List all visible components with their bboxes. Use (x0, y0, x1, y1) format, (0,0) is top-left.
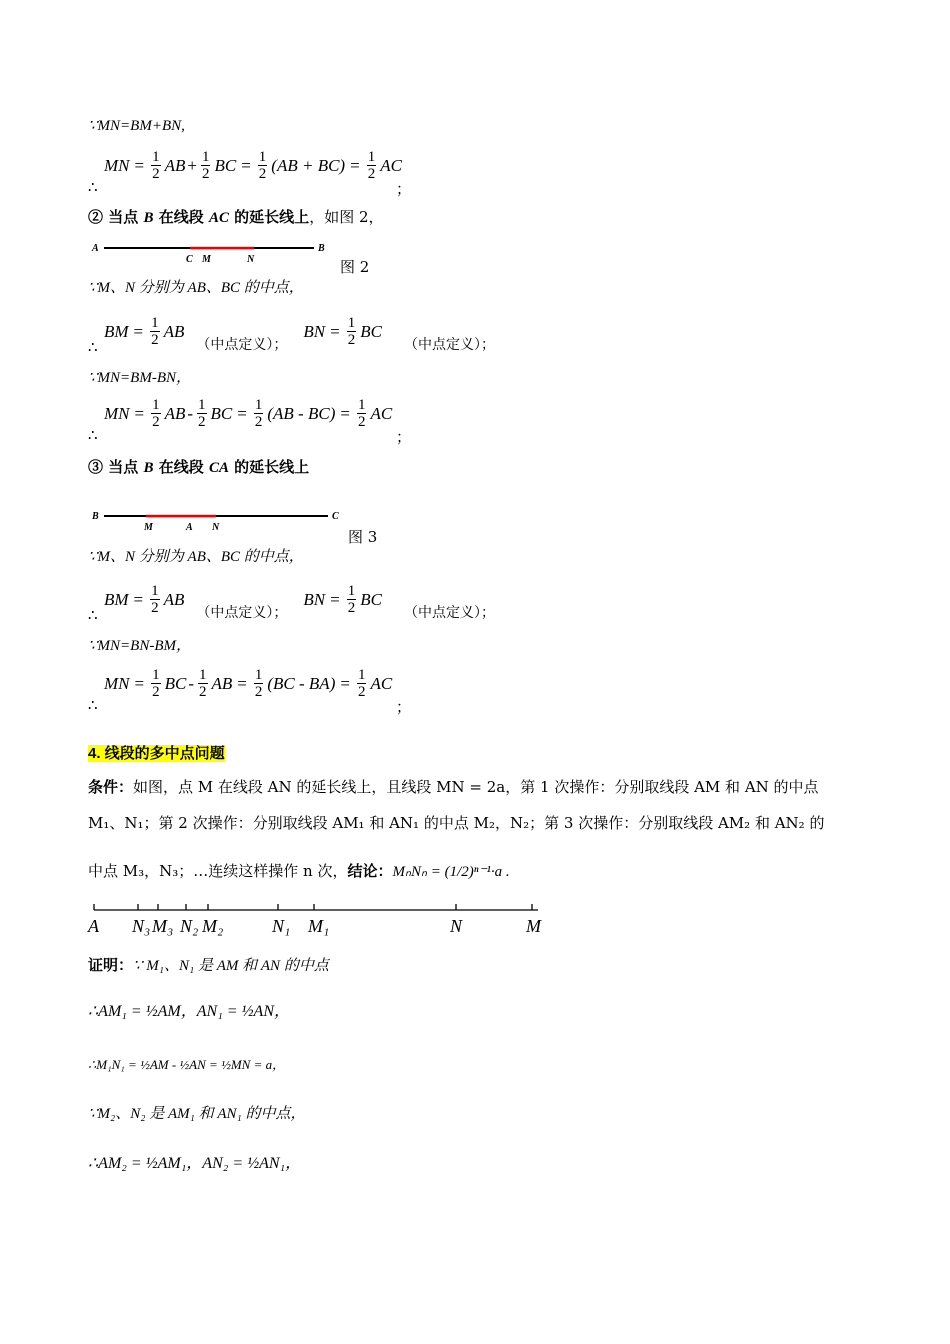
semicolon: ； (396, 698, 412, 716)
equation-bm-bn: BM = $\frac{1}{2}$ AB （中点定义）； BN = $\frac{1}{2}$ BC （中点定义）； (104, 315, 495, 353)
point-label-7: N (450, 916, 463, 936)
point-b-label: B (92, 511, 99, 522)
proof-line-2: ∴AM₁ = ½AM，AN₁ = ½AN， (88, 1003, 290, 1020)
point-label-4: M₂ (202, 916, 224, 936)
proof-line-1: 证明：∵ M₁、N₁ 是 AM 和 AN 的中点 (88, 956, 329, 974)
therefore-symbol: ∴ (88, 606, 98, 624)
point-label-3: N₂ (180, 916, 199, 936)
equation-bm-bn: BM = $\frac{1}{2}$ AB （中点定义）； BN = $\frac{1}{2}$ BC （中点定义）； (104, 583, 495, 621)
point-a-label: A (186, 522, 193, 533)
case2-heading: ② 当点 B 在线段 AC 的延长线上，如图 2， (88, 208, 384, 226)
condition-line-2: M₁、N₁；第 2 次操作：分别取线段 AM₁ 和 AN₁ 的中点 M₂，N₂；第 3 次操作：分别取线段 AM₂ 和 AN₂ 的 (88, 814, 825, 832)
figure-2-caption: 图 2 (340, 258, 370, 276)
point-m-label: M (144, 522, 153, 533)
figure-2-segment (88, 238, 338, 268)
because-midpoints: ∵M、N 分别为 AB、BC 的中点， (88, 549, 304, 565)
point-label-2: M₃ (152, 916, 174, 936)
fraction-half: $\frac{1}{2}$ (201, 149, 210, 182)
proof-line-5: ∴AM₂ = ½AM₁，AN₂ = ½AN₁， (88, 1155, 302, 1172)
fraction-half: $\frac{1}{2}$ (152, 149, 160, 182)
point-label-8: M (526, 916, 541, 936)
equation-case2: MN = $\frac{1}{2}$ AB - $\frac{1}{2}$ BC = $\frac{1}{2}$ (AB - BC) = $\frac{1}{2}$ AC (104, 397, 393, 430)
point-label-0: A (88, 916, 99, 936)
semicolon: ； (396, 428, 412, 446)
point-label-5: N₁ (272, 916, 291, 936)
figure-3-caption: 图 3 (348, 528, 378, 546)
because-mn-diff: ∵MN=BM-BN， (88, 370, 191, 386)
because-mn-diff: ∵MN=BN-BM， (88, 638, 191, 654)
proof-line-3: ∴M₁N₁ = ½AM - ½AN = ½MN = a， (88, 1057, 286, 1072)
point-n-label: N (212, 522, 220, 533)
therefore-symbol: ∴ (88, 338, 98, 356)
midpoint-number-line (86, 898, 556, 940)
point-c-label: C (332, 511, 339, 522)
equation-case1: MN = $\frac{1}{2}$ AB + $\frac{1}{2}$ BC = $\frac{1}{2}$ (AB + BC) = $\frac{1}{2}$ AC (104, 149, 402, 182)
proof-line-4: ∵M₂、N₂ 是 AM₁ 和 AN₁ 的中点， (88, 1106, 306, 1122)
condition-line-1: 条件：如图，点 M 在线段 AN 的延长线上，且线段 MN = 2a，第 1 次操作：分别取线段 AM 和 AN 的中点 (88, 778, 819, 796)
point-m-label: M (202, 254, 211, 265)
semicolon: ； (396, 180, 412, 198)
point-c-label: C (186, 254, 193, 265)
therefore-symbol: ∴ (88, 696, 98, 714)
case3-heading: ③ 当点 B 在线段 CA 的延长线上 (88, 458, 310, 476)
equation-case3: MN = $\frac{1}{2}$ BC - $\frac{1}{2}$ AB = $\frac{1}{2}$ (BC - BA) = $\frac{1}{2}$ AC (104, 667, 393, 700)
condition-line-3: 中点 M₃，N₃；…连续这样操作 n 次，结论：MₙNₙ = (1/2)ⁿ⁻¹·a . (88, 862, 510, 880)
therefore-symbol: ∴ (88, 178, 98, 196)
point-label-1: N₃ (132, 916, 151, 936)
fraction-half: $\frac{1}{2}$ (367, 149, 376, 182)
section-4-title: 4. 线段的多中点问题 (88, 745, 225, 762)
therefore-symbol: ∴ (88, 426, 98, 444)
point-label-6: M₁ (308, 916, 330, 936)
point-n-label: N (247, 254, 255, 265)
point-b-label: B (318, 243, 325, 254)
because-midpoints: ∵M、N 分别为 AB、BC 的中点， (88, 280, 304, 296)
point-a-label: A (92, 243, 99, 254)
fraction-half: $\frac{1}{2}$ (258, 149, 267, 182)
because-mn-sum: ∵MN=BM+BN, (88, 118, 185, 134)
figure-3-segment (88, 506, 348, 536)
